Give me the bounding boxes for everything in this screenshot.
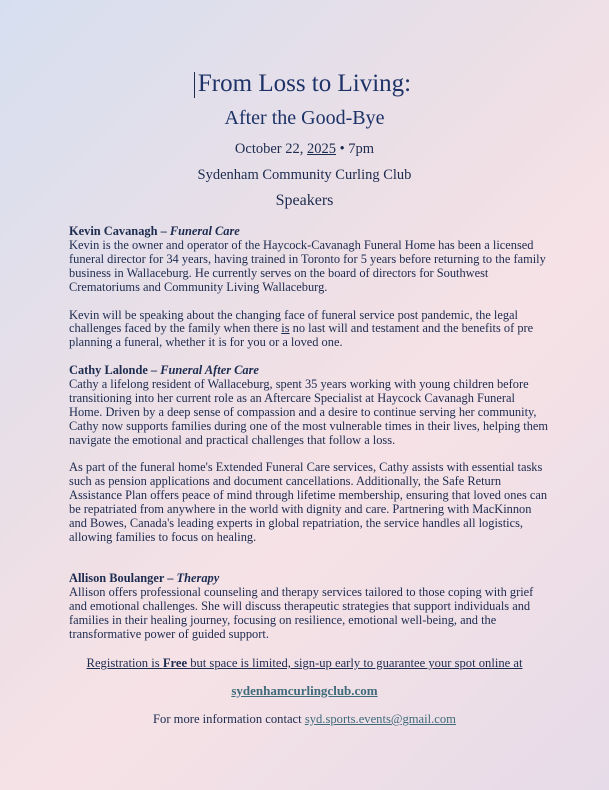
speaker-bio: Allison offers professional counseling and therapy services tailored to those coping with grief and emotional challenges. She will discuss therapeutic strategies that support individuals and families in their healing journey, focusing on resilience, emotional well-being, and the transformative power of guided support. [69,584,534,641]
event-subtitle: After the Good-Bye [224,107,385,129]
speaker-allison [69,572,549,642]
speaker-cathy [69,364,549,545]
contact-line [0,712,609,727]
event-title: From Loss to Living: [197,70,412,97]
reg-free: Free [162,656,188,670]
date-year: 2025 [306,141,336,157]
speaker-heading [69,225,549,239]
speakers-heading: Speakers [275,192,334,209]
speaker-role: Therapy [176,571,220,585]
date-prefix: October 22, [234,141,307,157]
website-link[interactable]: sydenhamcurlingclub.com [231,683,378,698]
speaker-bio: Kevin is the owner and operator of the Haycock-Cavanagh Funeral Home has been a licensed funeral director for 34 years, having trained in Toronto for 5 years before returning to the family business in Wallaceburg. He currently serves on the board of directors for Southwest Crematoriums and Community Living Wallaceburg. [69,237,546,294]
event-date [0,141,609,158]
speaker-services: As part of the funeral home's Extended Funeral Care services, Cathy assists with essential tasks such as pension applications and document cancellations. Additionally, the Safe Return Assistance Plan offers peace of mind through lifetime membership, ensuring that loved ones can be repatriated from anywhere in the world with dignity and care. Partnering with MacKinnon and Bowes, Canada's leading experts in global repatriation, the service handles all logistics, allowing families to focus on healing. [69,460,548,544]
speaker-heading [69,364,549,378]
date-suffix: • 7pm [335,141,375,157]
topic-text-underlined: is [281,321,290,336]
reg-text-b: but space is limited, sign-up early to guarantee your spot online at [187,656,523,670]
speaker-name: Allison Boulanger – [69,571,177,585]
event-venue: Sydenham Community Curling Club [197,167,412,183]
speaker-bio: Cathy a lifelong resident of Wallaceburg, spent 35 years working with young children before transitioning into her current role as an Aftercare Specialist at Haycock Cavanagh Funeral Home. Driven by a deep sense of compassion and a desire to continue serving her community, Cathy now supports families during one of the most vulnerable times in their lives, helping them navigate the emotional and practical challenges that follow a loss. [69,376,549,447]
contact-prefix: For more information contact [153,712,305,726]
registration-note [0,656,609,671]
topic-text-b: no last will and testament and the benefits of pre planning a funeral, whether it is for you or a loved one. [69,321,534,350]
speaker-role: Funeral Care [169,224,240,238]
topic-text-a: Kevin will be speaking about the changing face of funeral service post pandemic, the legal challenges faced by the family when there [69,307,518,336]
email-link[interactable]: syd.sports.events@gmail.com [304,712,456,726]
speaker-topic [69,309,549,351]
speaker-name: Cathy Lalonde – [69,363,161,377]
speaker-role: Funeral After Care [160,363,259,377]
speaker-name: Kevin Cavanagh – [69,224,170,238]
reg-text-a: Registration is [86,656,163,670]
speaker-heading [69,572,549,586]
speaker-kevin [69,225,549,350]
